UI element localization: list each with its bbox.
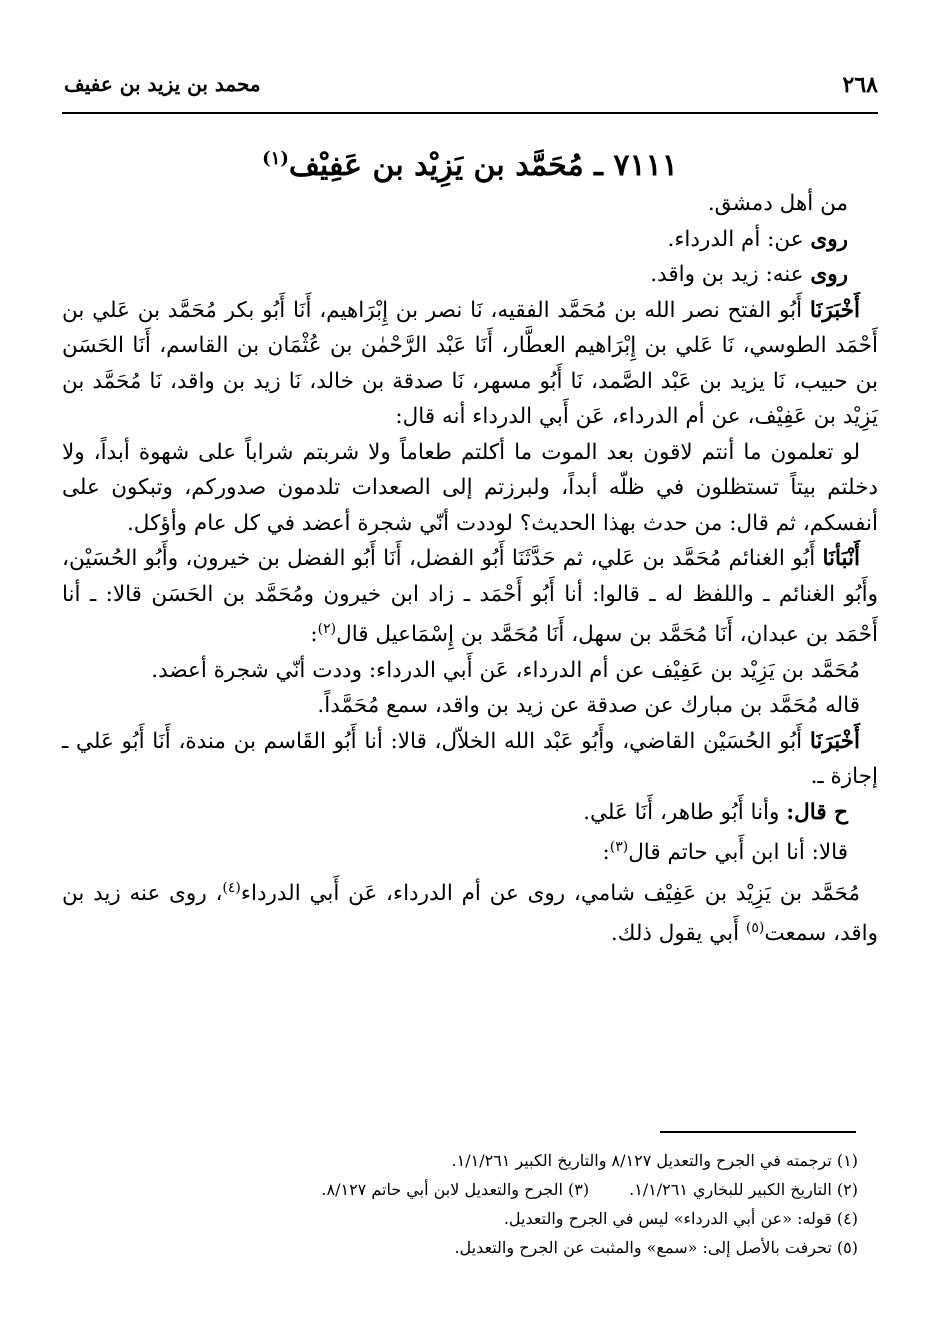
ha-line bbox=[62, 795, 878, 831]
entry-body bbox=[62, 186, 878, 952]
rawa-anhu-label: روى bbox=[810, 262, 848, 287]
qala-line bbox=[62, 830, 878, 871]
footnote-ref-5: (٥) bbox=[745, 920, 765, 937]
rawa-an-line bbox=[62, 222, 878, 258]
isnad-paragraph-2 bbox=[62, 541, 878, 653]
footnote-ref-2: (٢) bbox=[317, 621, 337, 637]
footnote-4: (٤) قوله: «عن أبي الدرداء» ليس في الجرح والتعديل. bbox=[503, 1209, 858, 1228]
title-footnote-ref: (١) bbox=[262, 148, 289, 169]
ha-text: وأنا أَبُو طاهر، أَنَا عَلي. bbox=[583, 799, 787, 825]
isnad2-tail: : bbox=[310, 622, 318, 648]
hadith-paragraph: لو تعلمون ما أنتم لاقون بعد الموت ما أكلتم طعاماً ولا شربتم شراباً على شهوة أبداً، ولا دخلتم بيتاً تستظلون في ظلّه أبداً، ولبرزتم إلى الصعدات تلدمون صدوركم، وتبكون على أنفسكم، ثم قال: من حدث بهذا الحديث؟ لوددت أنّي شجرة أعضد في كل عام وأؤكل. bbox=[62, 439, 878, 536]
origin-line: من أهل دمشق. bbox=[707, 191, 848, 216]
rawa-anhu-line bbox=[62, 257, 878, 293]
entry-title bbox=[62, 138, 878, 187]
final-paragraph bbox=[62, 871, 878, 952]
entry-title-text: ٧١١١ ـ مُحَمَّد بن يَزِيْد بن عَفِيْف bbox=[288, 148, 678, 183]
isnad3-label: أَخْبَرَنَا bbox=[809, 728, 860, 754]
footnotes bbox=[62, 1146, 878, 1262]
footnote-1: (١) ترجمته في الجرح والتعديل ٨/١٢٧ والتاريخ الكبير ١/١/٢٦١. bbox=[451, 1151, 858, 1170]
footnote-5: (٥) تحرفت بالأصل إلى: «سمع» والمثبت عن الجرح والتعديل. bbox=[454, 1238, 858, 1257]
isnad1-text: أَبُو الفتح نصر الله بن مُحَمَّد الفقيه، نَا نصر بن إِبْرَاهيم، أَنَا أَبُو بكر مُحَمَّد بن عَلي بن أَحْمَد الطوسي، نَا عَلي بن إِبْرَاهيم العطَّار، أَنَا عَبْد الرَّحْمٰن بن عُثْمَان بن القاسم، أَنَا الحَسَن بن حبيب، نَا يزيد بن عَبْد الصَّمد، نَا أَبُو مسهر، نَا صدقة بن خالد، نَا زيد بن واقد، نَا مُحَمَّد بن يَزِيْد بن عَفِيْف، عن أم الدرداء، عَن أَبي الدرداء أنه قال: bbox=[62, 297, 878, 429]
isnad-paragraph-3 bbox=[62, 724, 878, 795]
footnote-rule bbox=[660, 1131, 856, 1133]
footnote-2: (٢) التاريخ الكبير للبخاري ١/١/٢٦١. bbox=[629, 1180, 858, 1199]
page-number: ٢٦٨ bbox=[842, 72, 878, 98]
final-text-3: أَبي يقول ذلك. bbox=[610, 921, 746, 947]
page-header bbox=[62, 66, 878, 110]
final-text-2: ، روى عنه زيد بن واقد، سمعت bbox=[62, 880, 878, 947]
qala-text: قالا: أنا ابن أَبي حاتم قال bbox=[628, 840, 848, 866]
rawa-an-label: روى bbox=[810, 226, 848, 252]
qala-tail: : bbox=[602, 840, 610, 866]
isnad-paragraph-1 bbox=[62, 293, 878, 435]
isnad2-text: أَبُو الغنائم مُحَمَّد بن عَلي، ثم حَدَّثَنَا أَبُو الفضل، أَنَا أَبُو الفضل بن خيرون، وأَبُو الحُسَيْن، وأَبُو الغنائم ـ واللفظ له ـ قالوا: أنا أَبُو أَحْمَد ـ زاد ابن خيرون ومُحَمَّد بن الحَسَن قالا: ـ أنا أَحْمَد بن عبدان، أَنَا مُحَمَّد بن سهل، أَنَا مُحَمَّد بن إِسْمَاعيل قال bbox=[62, 546, 878, 648]
isnad2-label: أَنْبَأنَا bbox=[822, 546, 860, 571]
footnote-ref-3: (٣) bbox=[609, 839, 629, 856]
quote-paragraph-2: مُحَمَّد بن يَزِيْد بن عَفِيْف عن أم الدرداء، عَن أَبي الدرداء: وددت أنّي شجرة أعضد. bbox=[151, 657, 860, 683]
running-title: محمد بن يزيد بن عفيف bbox=[64, 72, 261, 96]
final-text-1: مُحَمَّد بن يَزِيْد بن عَفِيْف شامي، روى عن أم الدرداء، عَن أَبي الدرداء bbox=[240, 880, 860, 906]
isnad1-label: أَخْبَرَنَا bbox=[809, 297, 860, 323]
isnad3-text: أَبُو الحُسَيْن القاضي، وأَبُو عَبْد الله الخلاّل، قالا: أنا أَبُو القَاسم بن مندة، أَنَا أَبُو عَلي ـ إجازة ـ. bbox=[62, 728, 878, 790]
header-rule bbox=[62, 112, 878, 114]
footnote-3: (٣) الجرح والتعديل لابن أبي حاتم ٨/١٢٧. bbox=[321, 1180, 590, 1199]
rawa-an-text: عن: أم الدرداء. bbox=[667, 226, 811, 252]
quote-paragraph-3: قاله مُحَمَّد بن مبارك عن صدقة عن زيد بن واقد، سمع مُحَمَّداً. bbox=[317, 693, 860, 719]
footnote-ref-4: (٤) bbox=[222, 879, 241, 896]
footnote-row-2-3 bbox=[62, 1175, 878, 1204]
rawa-anhu-text: عنه: زيد بن واقد. bbox=[650, 262, 811, 287]
ha-label: ح قال: bbox=[786, 799, 848, 825]
